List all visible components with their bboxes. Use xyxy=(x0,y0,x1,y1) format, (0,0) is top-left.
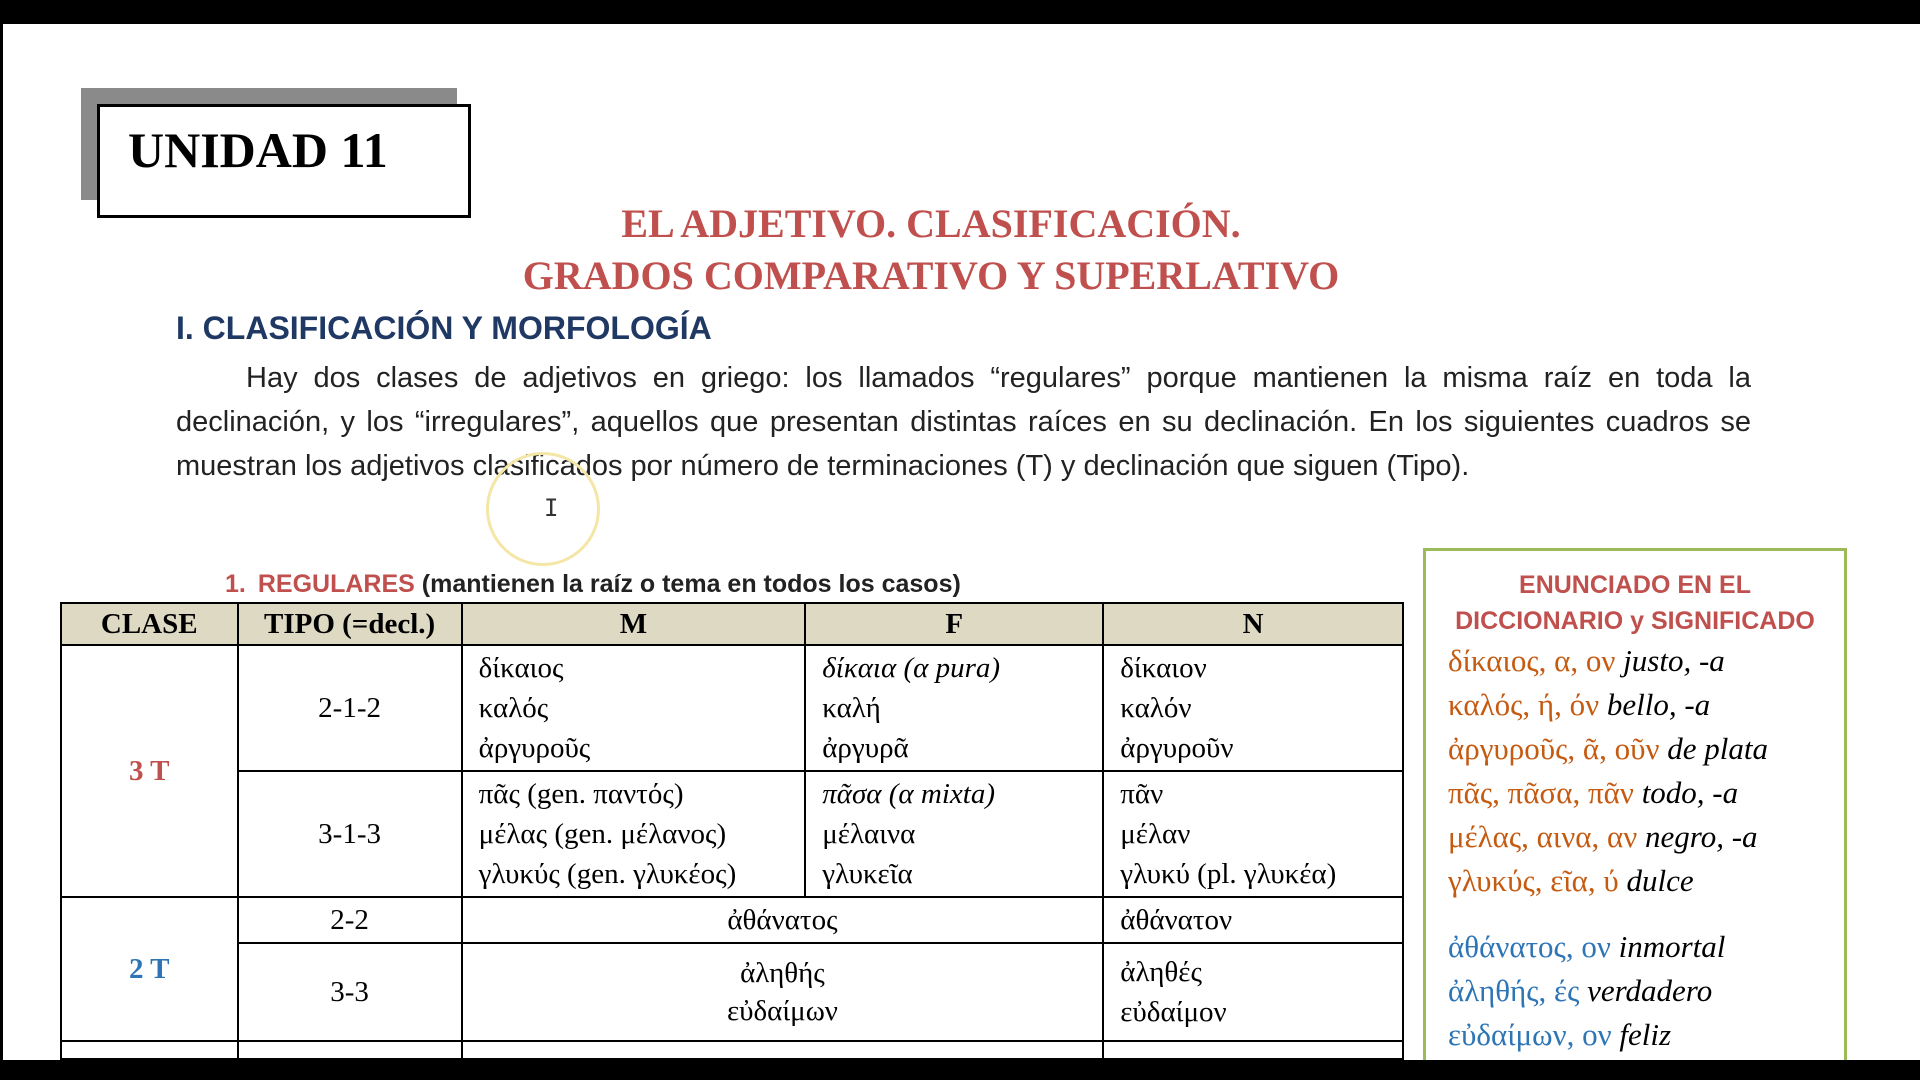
entry-meaning: dulce xyxy=(1626,863,1694,898)
entry-greek: γλυκύς, εῖα, ύ xyxy=(1448,863,1619,898)
neuter-cell xyxy=(1103,771,1403,897)
dictionary-entry xyxy=(1448,815,1844,859)
header-tipo: TIPO (=decl.) xyxy=(238,603,462,645)
word: ἀθάνατος xyxy=(727,904,838,936)
neuter-cell xyxy=(1103,943,1403,1041)
entry-greek: πᾶς, πᾶσα, πᾶν xyxy=(1448,775,1634,810)
masc-fem-cell xyxy=(462,943,1104,1041)
table-row xyxy=(61,645,1403,771)
table-separator-row xyxy=(61,1041,1403,1059)
word: ἀθάνατον xyxy=(1120,904,1233,936)
word: γλυκεῖα xyxy=(822,858,913,890)
tipo-cell: 2-1-2 xyxy=(238,645,462,771)
header-n: N xyxy=(1103,603,1403,645)
tipo-cell: 2-2 xyxy=(238,897,462,943)
entry-greek: ἀληθής, ές xyxy=(1448,973,1580,1008)
entry-greek: καλός, ή, όν xyxy=(1448,687,1600,722)
bottom-bar xyxy=(0,1060,1920,1080)
entry-meaning: justo, -a xyxy=(1623,643,1725,678)
main-title-line-1: EL ADJETIVO. CLASIFICACIÓN. xyxy=(621,201,1241,246)
dictionary-entry xyxy=(1448,1013,1844,1057)
regulares-heading xyxy=(225,570,961,599)
feminine-cell xyxy=(805,645,1103,771)
word: ἀληθής xyxy=(740,957,825,989)
word: καλόν xyxy=(1120,692,1192,724)
table-row xyxy=(61,897,1403,943)
word: μέλας (gen. μέλανος) xyxy=(478,818,727,850)
dictionary-entry xyxy=(1448,771,1844,815)
dictionary-entry xyxy=(1448,639,1844,683)
separator-cell xyxy=(462,1041,1104,1059)
tipo-cell: 3-3 xyxy=(238,943,462,1041)
dictionary-box-title-line-1: ENUNCIADO EN EL xyxy=(1519,571,1751,599)
intro-paragraph-text: Hay dos clases de adjetivos en griego: los llamados “regulares” porque mantienen la misma raíz en toda la declinación, y los “irregulares”, aquellos que presentan distintas raíces en su declinación. En los siguientes cuadros se muestran los adjetivos clasificados por número de terminaciones (T) y declinación que siguen (Tipo). xyxy=(176,362,1751,482)
entry-greek: εὐδαίμων, ον xyxy=(1448,1017,1612,1052)
table-header-row xyxy=(61,603,1403,645)
regulares-word: REGULARES xyxy=(257,570,415,598)
regulares-description: (mantienen la raíz o tema en todos los casos) xyxy=(414,570,961,598)
entries-gap xyxy=(1448,903,1844,925)
word: δίκαιος xyxy=(478,652,564,684)
word: καλός xyxy=(478,692,549,724)
entry-meaning: de plata xyxy=(1667,731,1768,766)
entry-meaning: inmortal xyxy=(1618,929,1726,964)
intro-paragraph xyxy=(176,356,1751,488)
word: γλυκύ (pl. γλυκέα) xyxy=(1120,858,1337,890)
unit-title: UNIDAD 11 xyxy=(128,122,388,178)
cursor-highlight xyxy=(486,452,600,566)
word: εὐδαίμων xyxy=(726,995,838,1027)
entry-greek: δίκαιος, α, ον xyxy=(1448,643,1616,678)
dictionary-entry xyxy=(1448,925,1844,969)
dictionary-box-title-line-2: DICCIONARIO y SIGNIFICADO xyxy=(1455,607,1815,635)
neuter-cell xyxy=(1103,645,1403,771)
document-page xyxy=(3,24,1920,1060)
table-row xyxy=(61,771,1403,897)
entry-meaning: verdadero xyxy=(1587,973,1713,1008)
text-cursor-icon: I xyxy=(544,494,559,522)
word: πᾶς (gen. παντός) xyxy=(478,778,684,810)
word: εὐδαίμον xyxy=(1120,996,1227,1028)
word: μέλαν xyxy=(1120,818,1191,850)
regulares-number: 1. xyxy=(225,570,246,598)
entry-greek: ἀργυροῦς, ᾶ, οῦν xyxy=(1448,731,1660,766)
tipo-cell: 3-1-3 xyxy=(238,771,462,897)
clase-3t-cell: 3 T xyxy=(61,645,238,897)
header-clase: CLASE xyxy=(61,603,238,645)
declension-table xyxy=(60,602,1404,1060)
entry-meaning: todo, -a xyxy=(1641,775,1739,810)
word: δίκαια (α pura) xyxy=(822,652,1001,684)
separator-cell xyxy=(238,1041,462,1059)
separator-cell xyxy=(1103,1041,1403,1059)
entry-meaning: feliz xyxy=(1619,1017,1672,1052)
word: ἀργυροῦς xyxy=(478,732,591,764)
dictionary-box xyxy=(1423,548,1847,1060)
word: πᾶσα (α mixta) xyxy=(822,778,995,810)
word: ἀληθές xyxy=(1120,956,1202,988)
word: πᾶν xyxy=(1120,778,1164,810)
masculine-cell xyxy=(462,771,806,897)
header-m: M xyxy=(462,603,806,645)
dictionary-entry xyxy=(1448,683,1844,727)
dictionary-entry xyxy=(1448,727,1844,771)
clase-2t-cell: 2 T xyxy=(61,897,238,1041)
dictionary-entry xyxy=(1448,859,1844,903)
word: καλή xyxy=(822,692,881,724)
main-title-line-2: GRADOS COMPARATIVO Y SUPERLATIVO xyxy=(522,253,1340,298)
dictionary-box-title xyxy=(1426,567,1844,639)
word: δίκαιον xyxy=(1120,652,1207,684)
entry-greek: ἀθάνατος, ον xyxy=(1448,929,1611,964)
entry-meaning: negro, -a xyxy=(1645,819,1758,854)
feminine-cell xyxy=(805,771,1103,897)
separator-cell xyxy=(61,1041,238,1059)
entry-greek: μέλας, αινα, αν xyxy=(1448,819,1638,854)
word: μέλαινα xyxy=(822,818,916,850)
word: ἀργυρᾶ xyxy=(822,732,909,764)
dictionary-entries xyxy=(1426,639,1844,1057)
neuter-cell xyxy=(1103,897,1403,943)
dictionary-entry xyxy=(1448,969,1844,1013)
table-row xyxy=(61,943,1403,1041)
masculine-cell xyxy=(462,645,806,771)
entry-meaning: bello, -a xyxy=(1606,687,1711,722)
word: ἀργυροῦν xyxy=(1120,732,1234,764)
header-f: F xyxy=(805,603,1103,645)
word: γλυκύς (gen. γλυκέος) xyxy=(478,858,737,890)
section-title: I. CLASIFICACIÓN Y MORFOLOGÍA xyxy=(176,310,712,346)
masc-fem-cell xyxy=(462,897,1104,943)
